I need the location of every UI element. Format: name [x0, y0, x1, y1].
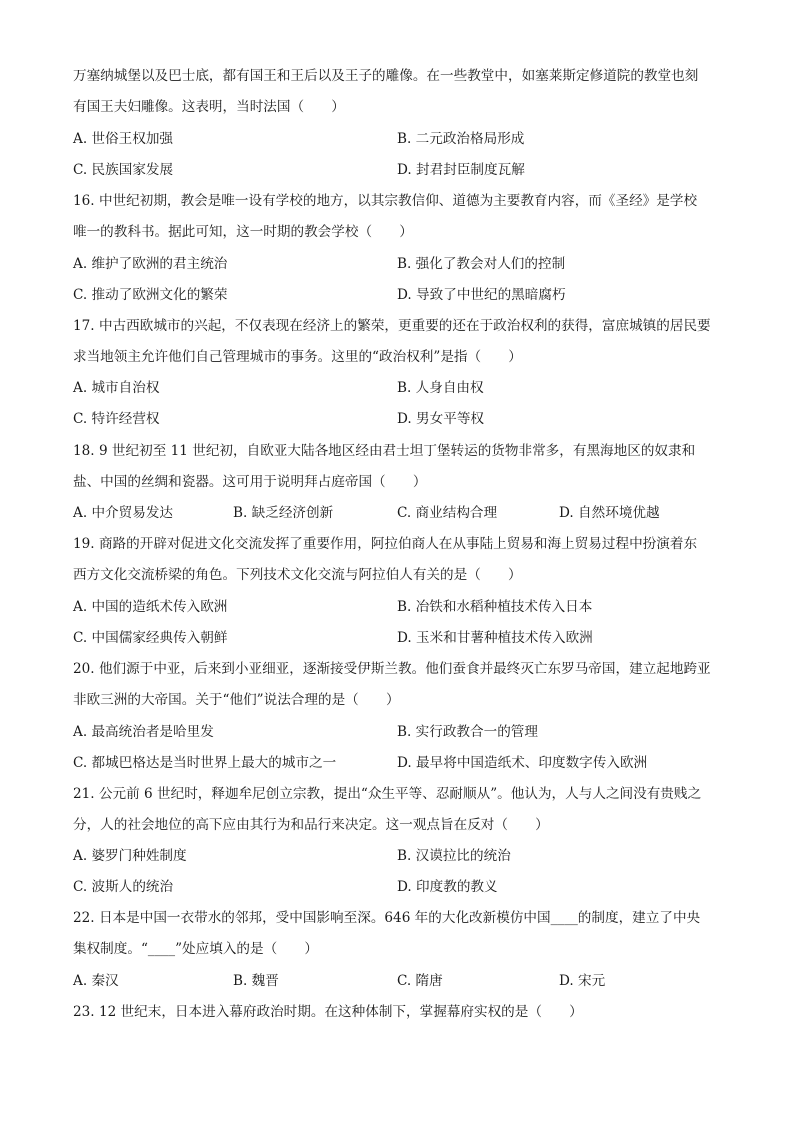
q20-options-row-1 [73, 722, 733, 742]
q18-option-b: B. 缺乏经济创新 [233, 505, 334, 521]
q15-option-d: D. 封君封臣制度瓦解 [397, 162, 525, 178]
q19-option-c: C. 中国儒家经典传入朝鲜 [73, 630, 228, 646]
q16-stem-line-1: 16. 中世纪初期，教会是唯一设有学校的地方，以其宗教信仰、道德为主要教育内容，而《圣经》是学校 [73, 193, 698, 209]
q17-option-c: C. 特许经营权 [73, 411, 160, 427]
q21-options-row-2 [73, 877, 733, 897]
q21-option-a: A. 婆罗门种姓制度 [73, 848, 187, 864]
q16-option-c: C. 推动了欧洲文化的繁荣 [73, 287, 228, 303]
q18-options-row [73, 503, 733, 523]
q18-stem-line-2: 盐、中国的丝绸和瓷器。这可用于说明拜占庭帝国（ ） [73, 474, 427, 490]
q19-stem-line-2: 西方文化交流桥梁的角色。下列技术文化交流与阿拉伯人有关的是（ ） [73, 567, 522, 583]
q17-option-a: A. 城市自治权 [73, 380, 160, 396]
q15-options-row-1 [73, 129, 733, 149]
q17-stem-line-1: 17. 中古西欧城市的兴起，不仅表现在经济上的繁荣，更重要的还在于政治权利的获得，富庶城镇的居民要 [73, 318, 711, 334]
q20-option-d: D. 最早将中国造纸术、印度数字传入欧洲 [397, 755, 648, 771]
q21-options-row-1 [73, 846, 733, 866]
q19-option-a: A. 中国的造纸术传入欧洲 [73, 599, 228, 615]
q19-stem-line-1: 19. 商路的开辟对促进文化交流发挥了重要作用，阿拉伯商人在从事陆上贸易和海上贸易过程中扮演着东 [73, 536, 698, 552]
q15-options-row-2 [73, 160, 733, 180]
q17-options-row-2 [73, 409, 733, 429]
q20-option-c: C. 都城巴格达是当时世界上最大的城市之一 [73, 755, 337, 771]
q22-stem-line-1: 22. 日本是中国一衣带水的邻邦，受中国影响至深。646 年的大化改新模仿中国____的制度，建立了中央 [73, 910, 701, 926]
q19-option-b: B. 冶铁和水稻种植技术传入日本 [397, 599, 593, 615]
q22-option-a: A. 秦汉 [73, 973, 119, 989]
q18-option-a: A. 中介贸易发达 [73, 505, 174, 521]
q15-option-c: C. 民族国家发展 [73, 162, 174, 178]
q16-options-row-1 [73, 254, 733, 274]
q23-stem-line-1: 23. 12 世纪末，日本进入幕府政治时期。在这种体制下，掌握幕府实权的是（ ） [73, 1004, 583, 1020]
q22-stem-line-2: 集权制度。“____”处应填入的是（ ） [73, 941, 318, 957]
q16-option-a: A. 维护了欧洲的君主统治 [73, 256, 228, 272]
q16-stem-line-2: 唯一的教科书。据此可知，这一时期的教会学校（ ） [73, 224, 413, 240]
q16-options-row-2 [73, 285, 733, 305]
q22-option-c: C. 隋唐 [397, 973, 443, 989]
q15-option-b: B. 二元政治格局形成 [397, 131, 525, 147]
q20-stem-line-1: 20. 他们源于中亚，后来到小亚细亚，逐渐接受伊斯兰教。他们蚕食并最终灭亡东罗马帝国，建立起地跨亚 [73, 661, 711, 677]
q21-stem-line-1: 21. 公元前 6 世纪时，释迦牟尼创立宗教，提出“众生平等、忍耐顺从”。他认为，人与人之间没有贵贱之 [73, 786, 702, 802]
q21-stem-line-2: 分，人的社会地位的高下应由其行为和品行来决定。这一观点旨在反对（ ） [73, 817, 549, 833]
q20-stem-line-2: 非欧三洲的大帝国。关于“他们”说法合理的是（ ） [73, 692, 400, 708]
q17-option-d: D. 男女平等权 [397, 411, 485, 427]
q15-stem-line-2: 有国王夫妇雕像。这表明，当时法国（ ） [73, 99, 345, 115]
q16-option-b: B. 强化了教会对人们的控制 [397, 256, 566, 272]
q22-options-row [73, 971, 733, 991]
q18-option-d: D. 自然环境优越 [559, 505, 660, 521]
q15-option-a: A. 世俗王权加强 [73, 131, 174, 147]
q18-stem-line-1: 18. 9 世纪初至 11 世纪初，自欧亚大陆各地区经由君士坦丁堡转运的货物非常多，有黑海地区的奴隶和 [73, 443, 696, 459]
q20-option-b: B. 实行政教合一的管理 [397, 724, 538, 740]
q16-option-d: D. 导致了中世纪的黑暗腐朽 [397, 287, 566, 303]
q21-option-d: D. 印度教的教义 [397, 879, 498, 895]
q21-option-c: C. 波斯人的统治 [73, 879, 174, 895]
q22-option-d: D. 宋元 [559, 973, 606, 989]
q20-option-a: A. 最高统治者是哈里发 [73, 724, 214, 740]
q19-options-row-1 [73, 597, 733, 617]
q17-stem-line-2: 求当地领主允许他们自己管理城市的事务。这里的“政治权利”是指（ ） [73, 349, 522, 365]
q17-option-b: B. 人身自由权 [397, 380, 484, 396]
q19-options-row-2 [73, 628, 733, 648]
q15-stem-line-1: 万塞纳城堡以及巴士底，都有国王和王后以及王子的雕像。在一些教堂中，如塞莱斯定修道院的教堂也刻 [73, 68, 699, 84]
q18-option-c: C. 商业结构合理 [397, 505, 498, 521]
q17-options-row-1 [73, 378, 733, 398]
q19-option-d: D. 玉米和甘薯种植技术传入欧洲 [397, 630, 593, 646]
q21-option-b: B. 汉谟拉比的统治 [397, 848, 511, 864]
q22-option-b: B. 魏晋 [233, 973, 279, 989]
q20-options-row-2 [73, 753, 733, 773]
